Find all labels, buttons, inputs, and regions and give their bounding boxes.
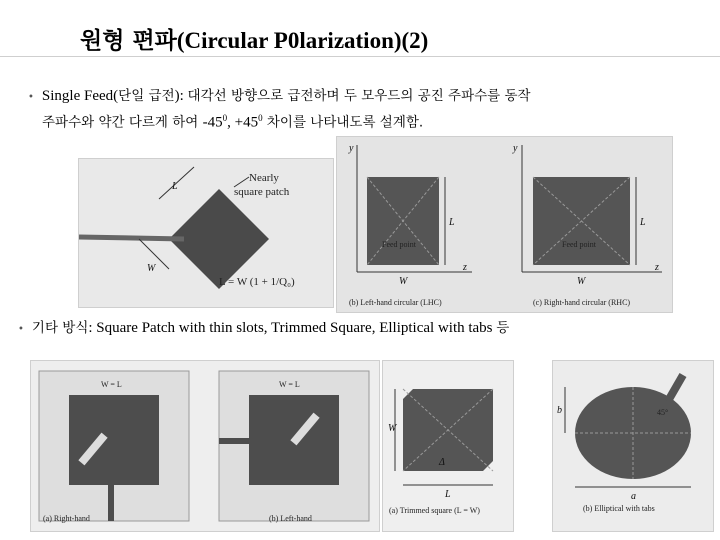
bullet-dot-icon: •: [28, 92, 34, 103]
rhc-axis-y: y: [513, 143, 518, 154]
figure-elliptical-tabs: [552, 360, 714, 532]
fig3a-caption: (a) Right-hand: [43, 514, 90, 523]
title-english: (Circular P0larization)(2): [176, 28, 429, 53]
nearly-square-patch-diagram: [79, 159, 333, 307]
rhc-axis-z: z: [655, 262, 659, 273]
bullet-other-methods: [18, 318, 708, 340]
slotted-patches-diagram: [31, 361, 379, 531]
rhc-caption: (c) Right-hand circular (RHC): [533, 298, 631, 307]
page-title: [80, 22, 428, 55]
bullet1-deg1: -45: [202, 114, 223, 131]
fig4-label-W: W: [388, 423, 397, 434]
figure-slotted-patches: [30, 360, 380, 532]
bullet-single-feed-line2: [42, 108, 702, 133]
fig4-caption: (a) Trimmed square (L = W): [389, 506, 480, 515]
bullet1-mid: ):: [174, 88, 188, 104]
fig4-label-delta: Δ: [439, 457, 445, 468]
bullet1-korean-term: 단일 급전: [118, 88, 175, 104]
lhc-label-W: W: [399, 276, 408, 287]
fig5-label-45: 45°: [657, 408, 669, 417]
fig3b-caption: (b) Left-hand: [269, 514, 312, 523]
rhc-feed-label: Feed point: [562, 240, 596, 249]
bullet1-line2-end: 차이를 나타내도록 설계함.: [262, 114, 424, 131]
fig5-caption: (b) Elliptical with tabs: [583, 504, 655, 513]
fig1-label-L: L: [172, 181, 178, 192]
fig5-label-a: a: [631, 491, 636, 502]
lhc-axis-z: z: [463, 262, 467, 273]
bullet1-line2: 주파수와 약간 다르게 하여: [42, 114, 203, 131]
fig3b-label-wl: W = L: [279, 380, 300, 389]
trimmed-square-diagram: [383, 361, 513, 531]
rhc-label-W: W: [577, 276, 586, 287]
fig3a-label-wl: W = L: [101, 380, 122, 389]
right-hand-patch-shape: [69, 395, 159, 485]
fig1-label-square: square patch: [234, 186, 290, 198]
bullet1-deg1-sup: 0: [222, 113, 228, 123]
title-divider: [0, 56, 720, 57]
fig4-label-L: L: [445, 489, 451, 500]
lhc-feed-label: Feed point: [382, 240, 416, 249]
bullet1-text: 대각선 방향으로 급전하며 두 모우드의 공진 주파수를 동작: [187, 88, 531, 104]
bullet-dot-icon: •: [18, 324, 24, 335]
lhc-axis-y: y: [349, 143, 354, 154]
fig1-formula: L = W (1 + 1/Q₀): [219, 276, 295, 288]
bullet1-deg2: +45: [234, 114, 259, 131]
title-korean: 원형 편파: [80, 28, 177, 54]
bullet1-comma: ,: [227, 114, 235, 131]
figure-lhc-rhc: [336, 136, 673, 313]
lhc-label-L: L: [449, 217, 455, 228]
lhc-rhc-diagram: [337, 137, 672, 312]
rhc-label-L: L: [640, 217, 646, 228]
fig1-label-nearly: Nearly: [249, 172, 279, 184]
bullet2-end: 등: [496, 320, 510, 336]
fig1-label-W: W: [147, 263, 156, 274]
figure-trimmed-square: [382, 360, 514, 532]
bullet2-korean-term: 기타 방식: [31, 320, 89, 336]
bullet1-deg2-sup: 0: [258, 113, 263, 123]
figure-nearly-square-patch: [78, 158, 334, 308]
bullet2-text: : Square Patch with thin slots, Trimmed Square, Elliptical with tabs: [88, 320, 497, 336]
fig5-label-b: b: [557, 405, 562, 416]
bullet-single-feed: [28, 86, 708, 108]
elliptical-tabs-diagram: [553, 361, 713, 531]
lhc-caption: (b) Left-hand circular (LHC): [349, 298, 442, 307]
bullet1-prefix: Single Feed(: [41, 88, 119, 104]
feed-line-shape: [79, 237, 184, 239]
